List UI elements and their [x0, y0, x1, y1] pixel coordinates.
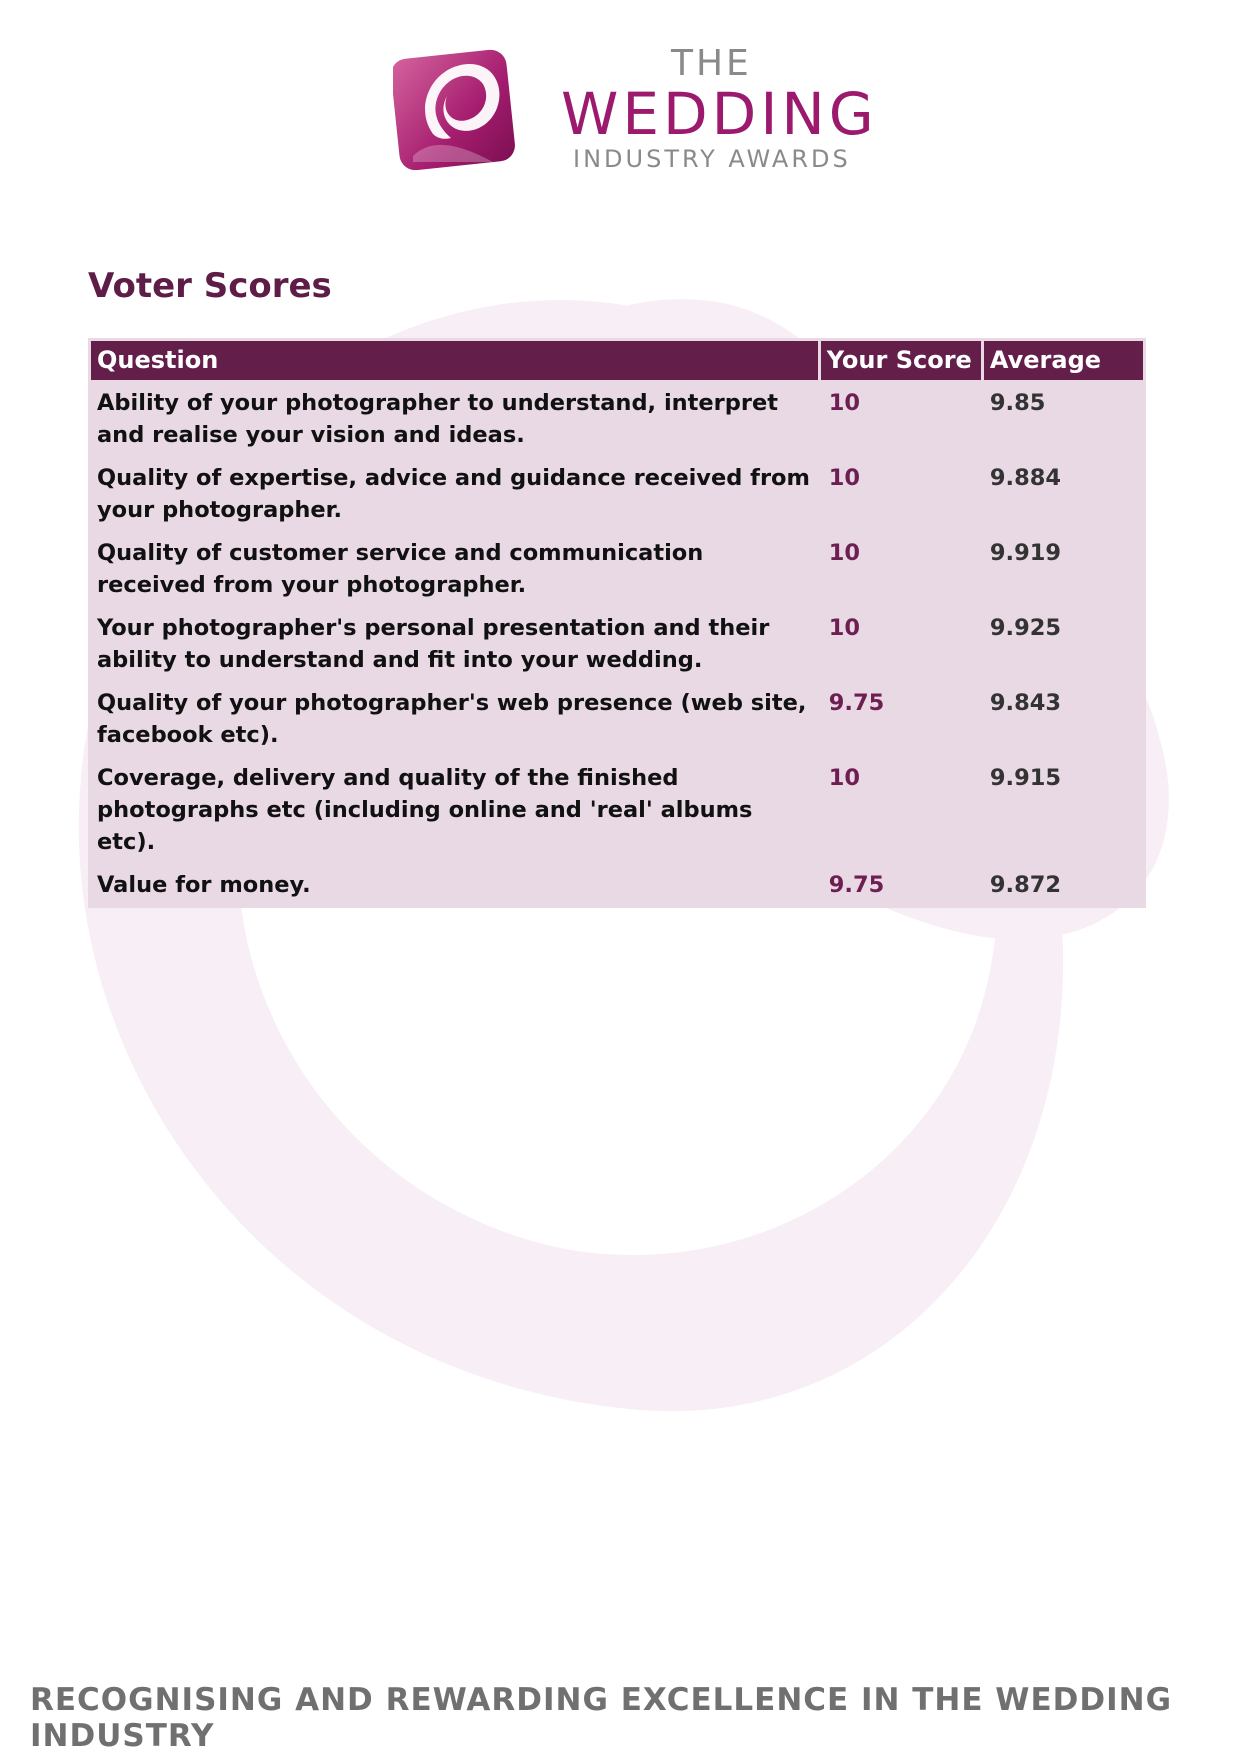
column-header-your-score: Your Score	[821, 341, 981, 380]
table-header-row	[91, 341, 1143, 380]
question-cell: Quality of customer service and communication received from your photographer.	[97, 540, 704, 598]
logo-text-industry-awards: INDUSTRY AWARDS	[573, 145, 851, 173]
your-score-cell: 10	[828, 540, 861, 566]
average-cell: 9.884	[989, 465, 1062, 491]
table-row	[91, 865, 1143, 905]
your-score-cell: 9.75	[828, 690, 885, 716]
logo-text-wedding: WEDDING	[561, 80, 878, 148]
footer-tagline: RECOGNISING AND REWARDING EXCELLENCE IN THE WEDDING INDUSTRY	[30, 1682, 1173, 1754]
column-header-question: Question	[91, 341, 818, 380]
your-score-cell: 10	[828, 615, 861, 641]
average-cell: 9.915	[989, 765, 1062, 791]
average-cell: 9.919	[989, 540, 1062, 566]
table-row	[91, 608, 1143, 680]
question-cell: Coverage, delivery and quality of the finished photographs etc (including online and 'real' albums etc).	[97, 765, 753, 855]
question-cell: Quality of your photographer's web presence (web site, facebook etc).	[97, 690, 807, 748]
your-score-cell: 9.75	[828, 872, 885, 898]
average-cell: 9.925	[989, 615, 1062, 641]
your-score-cell: 10	[828, 465, 861, 491]
table-row	[91, 758, 1143, 862]
voter-scores-table	[88, 338, 1146, 908]
table-row	[91, 533, 1143, 605]
logo-swirl-icon	[393, 46, 515, 170]
column-header-average: Average	[984, 341, 1143, 380]
logo-text-the: THE	[671, 43, 752, 84]
average-cell: 9.85	[989, 390, 1046, 416]
table-row	[91, 458, 1143, 530]
table-row	[91, 683, 1143, 755]
question-cell: Value for money.	[97, 872, 311, 898]
question-cell: Your photographer's personal presentation and their ability to understand and fit into your wedding.	[97, 615, 770, 673]
average-cell: 9.843	[989, 690, 1062, 716]
table-row	[91, 383, 1143, 455]
logo	[393, 43, 878, 176]
your-score-cell: 10	[828, 765, 861, 791]
average-cell: 9.872	[989, 872, 1062, 898]
question-cell: Ability of your photographer to understand, interpret and realise your vision and ideas.	[97, 390, 778, 448]
page-title: Voter Scores	[88, 266, 332, 306]
your-score-cell: 10	[828, 390, 861, 416]
question-cell: Quality of expertise, advice and guidance received from your photographer.	[97, 465, 810, 523]
